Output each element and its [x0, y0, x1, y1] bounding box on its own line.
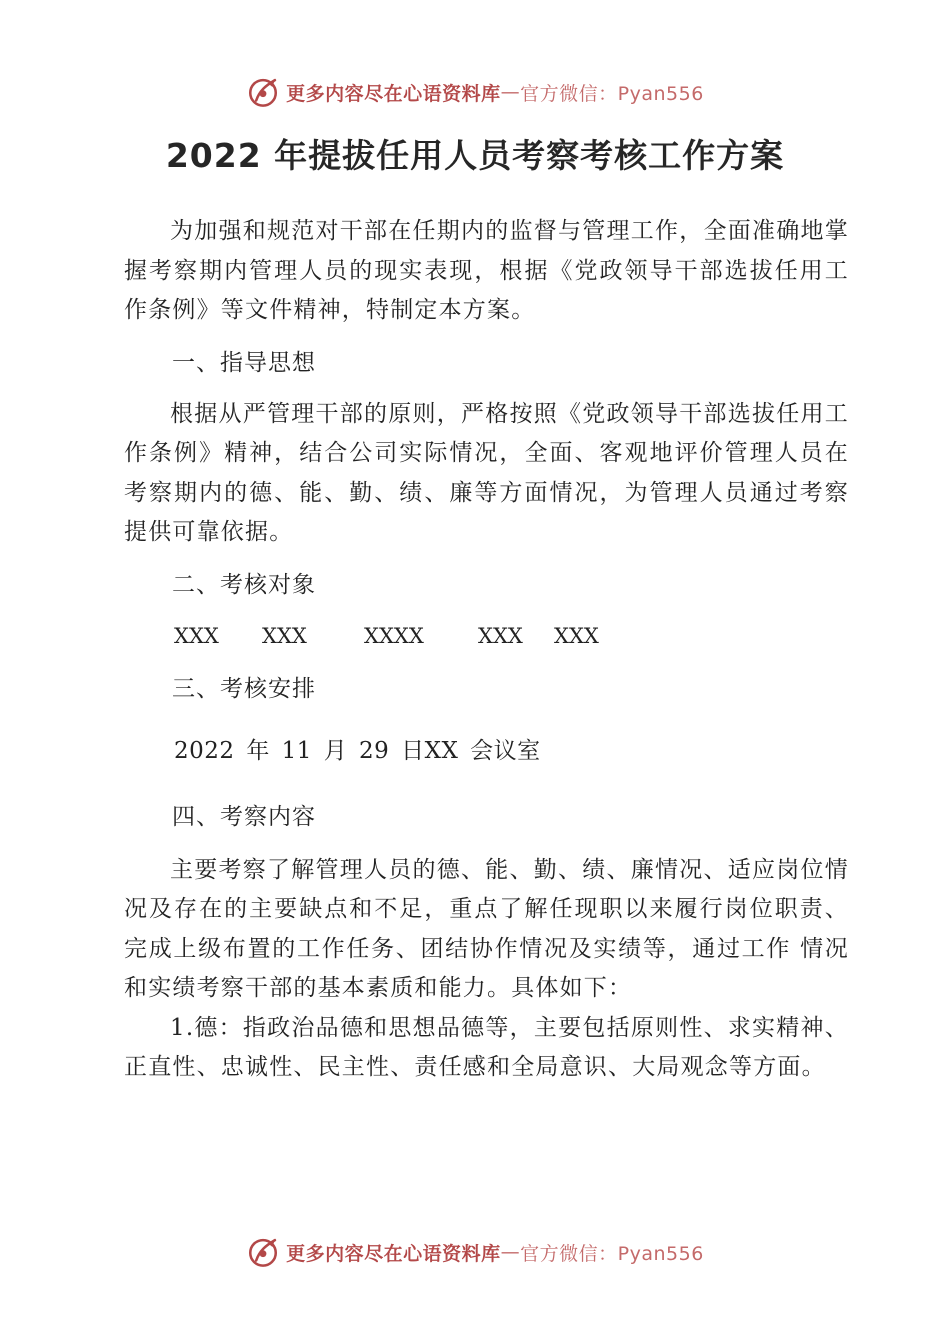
brand-logo-icon: [246, 75, 280, 109]
guiding-ideology-paragraph: 根据从严管理干部的原则，严格按照《党政领导干部选拔任用工作条例》精神，结合公司实际情况，全面、客观地评价管理人员在考察期内的德、能、勤、绩、廉等方面情况，为管理人员通过考察提供可靠依据。: [124, 400, 849, 545]
watermark-text: 更多内容尽在心语资料库: [286, 82, 501, 105]
target-name: XXX: [478, 623, 523, 648]
document-title: 2022 年提拔任用人员考察考核工作方案: [165, 136, 785, 175]
target-name: XXXX: [364, 623, 424, 648]
section-heading-guiding-ideology: 一、指导思想: [172, 349, 316, 376]
assessment-content-paragraph: 主要考察了解管理人员的德、能、勤、绩、廉情况、适应岗位情况及存在的主要缺点和不足，重点了解任现职以来履行岗位职责、完成上级布置的工作任务、团结协作情况及实绩等，通过工作 情况和实绩考察干部的基本素质和能力。具体如下：: [124, 856, 849, 1001]
watermark-header: [0, 70, 950, 114]
target-name: XXX: [262, 623, 307, 648]
assessment-schedule: 2022 年 11 月 29 日XX 会议室: [174, 737, 541, 764]
watermark-text: 更多内容尽在心语资料库: [286, 1242, 501, 1265]
assessment-target-list: [124, 621, 849, 651]
section-heading-assessment-schedule: 三、考核安排: [172, 675, 316, 702]
brand-logo-icon: [246, 1235, 280, 1269]
document-body: [124, 212, 849, 1088]
intro-paragraph: 为加强和规范对干部在任期内的监督与管理工作，全面准确地掌握考察期内管理人员的现实表现，根据《党政领导干部选拔任用工作条例》等文件精神，特制定本方案。: [124, 218, 849, 323]
section-heading-assessment-content: 四、考察内容: [172, 803, 316, 830]
watermark-footer: [0, 1230, 950, 1274]
target-name: XXX: [174, 623, 219, 648]
target-name: XXX: [554, 623, 599, 648]
watermark-wechat: 官方微信：Pyan556: [520, 1242, 704, 1265]
watermark-wechat: 官方微信：Pyan556: [520, 82, 704, 105]
assessment-item-morality: 1.德：指政治品德和思想品德等，主要包括原则性、求实精神、正直性、忠诚性、民主性、责任感和全局意识、大局观念等方面。: [124, 1014, 849, 1080]
watermark-separator: —: [500, 1241, 521, 1263]
watermark-separator: —: [500, 81, 521, 103]
section-heading-assessment-targets: 二、考核对象: [172, 571, 316, 598]
